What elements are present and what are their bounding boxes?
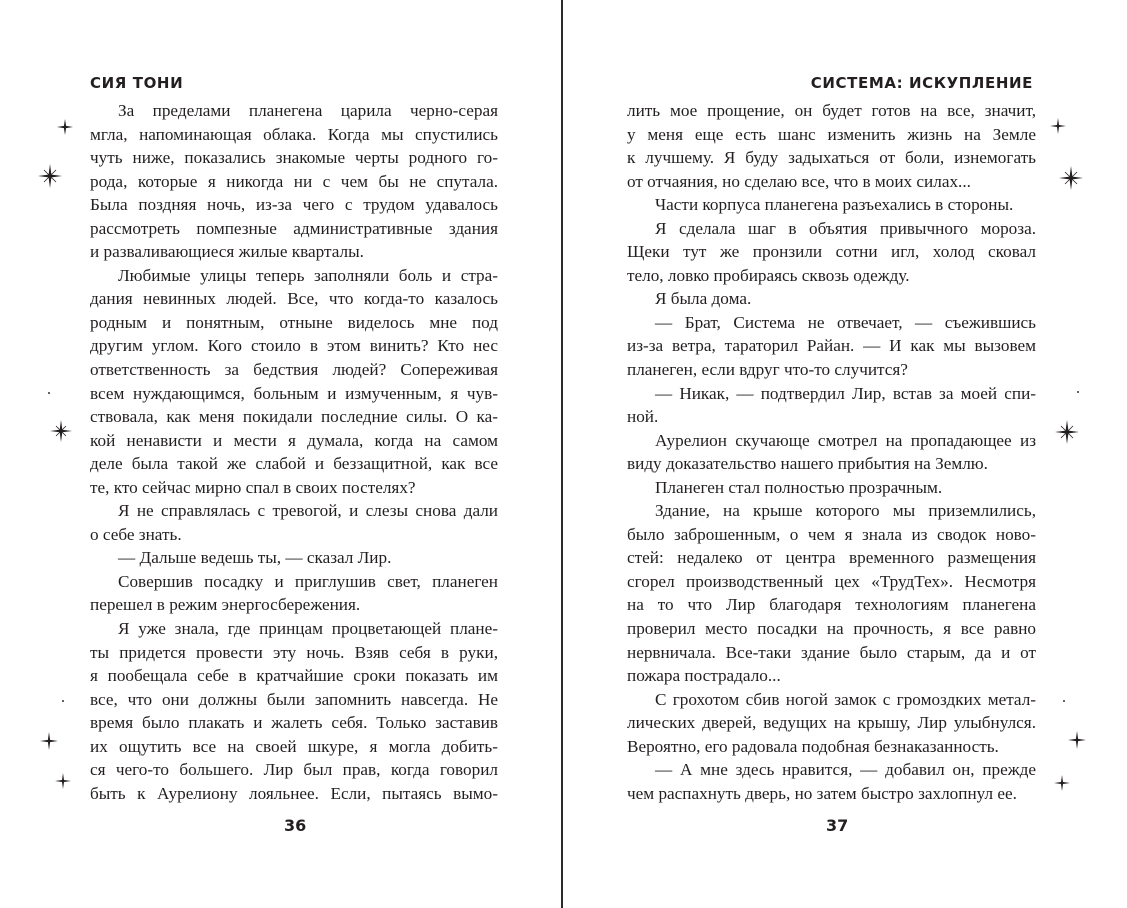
right-page-number: 37: [826, 816, 849, 835]
right-page-text: [627, 99, 1036, 805]
text-line: другим углом. Кого стоило в этом винить? Кто нес: [90, 336, 498, 356]
sparkle-icon: [1055, 420, 1079, 444]
text-line: я пообещала себе в кратчайшие сроки показать им: [90, 666, 498, 686]
sparkle-icon: [40, 732, 58, 750]
text-line: быть к Аурелиону лояльнее. Если, пытаясь вымо-: [90, 783, 498, 803]
text-line: Совершив посадку и приглушив свет, планеген: [118, 571, 498, 591]
dot-ornament: [1063, 700, 1065, 702]
text-line: — Дальше ведешь ты, — сказал Лир.: [118, 548, 392, 568]
text-line: Планеген стал полностью прозрачным.: [655, 477, 943, 497]
left-running-head: СИЯ ТОНИ: [90, 74, 184, 92]
text-line: Я уже знала, где принцам процветающей плане-: [118, 619, 498, 639]
text-line: Вероятно, его радовала подобная безнаказанность.: [627, 736, 999, 756]
dot-ornament: [62, 700, 64, 702]
sparkle-icon: [1054, 775, 1070, 791]
text-line: все, что они должны были запомнить навсегда. Не: [90, 689, 498, 709]
sparkle-icon: [55, 773, 71, 789]
sparkle-icon: [50, 420, 72, 442]
text-line: Здание, на крыше которого мы приземлились,: [655, 501, 1036, 521]
text-line: Была поздняя ночь, из-за чего с трудом удавалось: [90, 195, 498, 215]
text-line: мгла, напоминающая облака. Когда мы спустились: [90, 124, 498, 144]
text-line: к лучшему. Я буду задыхаться от боли, изнемогать: [627, 148, 1036, 168]
text-line: — Брат, Система не отвечает, — съежившись: [655, 312, 1036, 332]
text-line: те, кто сейчас мирно спал в своих постелях?: [90, 477, 416, 497]
text-line: стей: недалеко от центра временного размещения: [627, 548, 1036, 568]
text-line: Аурелион скучающе смотрел на пропадающее из: [655, 430, 1036, 450]
text-line: о себе знать.: [90, 524, 182, 544]
text-line: — Никак, — подтвердил Лир, встав за моей спи-: [655, 383, 1036, 403]
text-line: сгорел производственный цех «ТрудТех». Несмотря: [627, 571, 1036, 591]
sparkle-icon: [1068, 731, 1086, 749]
text-line: ты придется провести эту ночь. Взяв себя в руки,: [90, 642, 498, 662]
text-line: Я не справлялась с тревогой, и слезы снова дали: [118, 501, 498, 521]
page-gutter-divider: [561, 0, 563, 908]
text-line: рассмотреть помпезные административные здания: [90, 218, 498, 238]
text-line: время было плакать и жалеть себя. Только заставив: [90, 713, 498, 733]
sparkle-icon: [1059, 166, 1083, 190]
text-line: всем нуждающимся, больным и измученным, я чув-: [90, 383, 498, 403]
sparkle-icon: [57, 119, 73, 135]
text-line: С грохотом сбив ногой замок с громоздких метал-: [655, 689, 1036, 709]
text-line: тело, ловко пробираясь сквозь одежду.: [627, 265, 910, 285]
text-line: ствовала, как меня покидали последние силы. О ка-: [90, 407, 498, 427]
text-line: чуть ниже, показались знакомые черты родного го-: [90, 148, 498, 168]
text-line: проверил место посадки на прочность, я все равно: [627, 619, 1036, 639]
text-line: рода, которые я никогда ни с чем бы не спутала.: [90, 171, 498, 191]
left-page-text: [90, 99, 498, 805]
text-line: их ощутить все на своей шкуре, я могла добить-: [90, 736, 498, 756]
dot-ornament: [1077, 391, 1079, 393]
sparkle-icon: [1050, 118, 1066, 134]
text-line: Части корпуса планегена разъехались в стороны.: [655, 195, 1014, 215]
right-running-head: СИСТЕМА: ИСКУПЛЕНИЕ: [810, 74, 1033, 92]
dot-ornament: [48, 392, 50, 394]
text-line: Я сделала шаг в объятия привычного мороза.: [655, 218, 1036, 238]
text-line: из-за ветра, тараторил Райан. — И как мы вызовем: [627, 336, 1036, 356]
text-line: За пределами планегена царила черно-серая: [118, 101, 498, 120]
text-line: нервничала. Все-таки здание было старым, да и от: [627, 642, 1036, 662]
sparkle-icon: [38, 164, 62, 188]
text-line: деле была такой же слабой и беззащитной, как все: [90, 454, 498, 474]
text-line: лических дверей, ведущих на крышу, Лир улыбнулся.: [627, 713, 1036, 733]
left-page-number: 36: [284, 816, 307, 835]
text-line: ся чего-то большего. Лир был прав, когда говорил: [90, 760, 498, 780]
text-line: планеген, если вдруг что-то случится?: [627, 360, 908, 380]
text-line: Любимые улицы теперь заполняли боль и стра-: [118, 265, 498, 285]
text-line: — А мне здесь нравится, — добавил он, прежде: [655, 760, 1036, 780]
text-line: от отчаяния, но сделаю все, что в моих силах...: [627, 171, 971, 191]
text-line: Щеки тут же пронзили сотни игл, холод сковал: [627, 242, 1036, 262]
text-line: лить мое прощение, он будет готов на все, значит,: [627, 101, 1036, 120]
text-line: чем распахнуть дверь, но затем быстро захлопнул ее.: [627, 783, 1017, 803]
text-line: и разваливающиеся жилые кварталы.: [90, 242, 364, 262]
text-line: пожара пострадало...: [627, 666, 781, 686]
text-line: дания невинных людей. Все, что когда-то казалось: [90, 289, 498, 309]
text-line: кой ненависти и мести я думала, когда на самом: [90, 430, 498, 450]
text-line: Я была дома.: [655, 289, 752, 309]
text-line: ответственность за бедствия людей? Сопереживая: [90, 360, 498, 380]
text-line: виду доказательство нашего прибытия на Землю.: [627, 454, 988, 474]
text-line: было заброшенным, о чем я знала из сводок ново-: [627, 524, 1036, 544]
text-line: родным и понятным, отныне виделось мне под: [90, 312, 498, 332]
text-line: у меня еще есть шанс изменить жизнь на Земле: [627, 124, 1036, 144]
text-line: на то что Лир благодаря технологиям планегена: [627, 595, 1036, 615]
text-line: ной.: [627, 407, 659, 427]
text-line: перешел в режим энергосбережения.: [90, 595, 361, 615]
